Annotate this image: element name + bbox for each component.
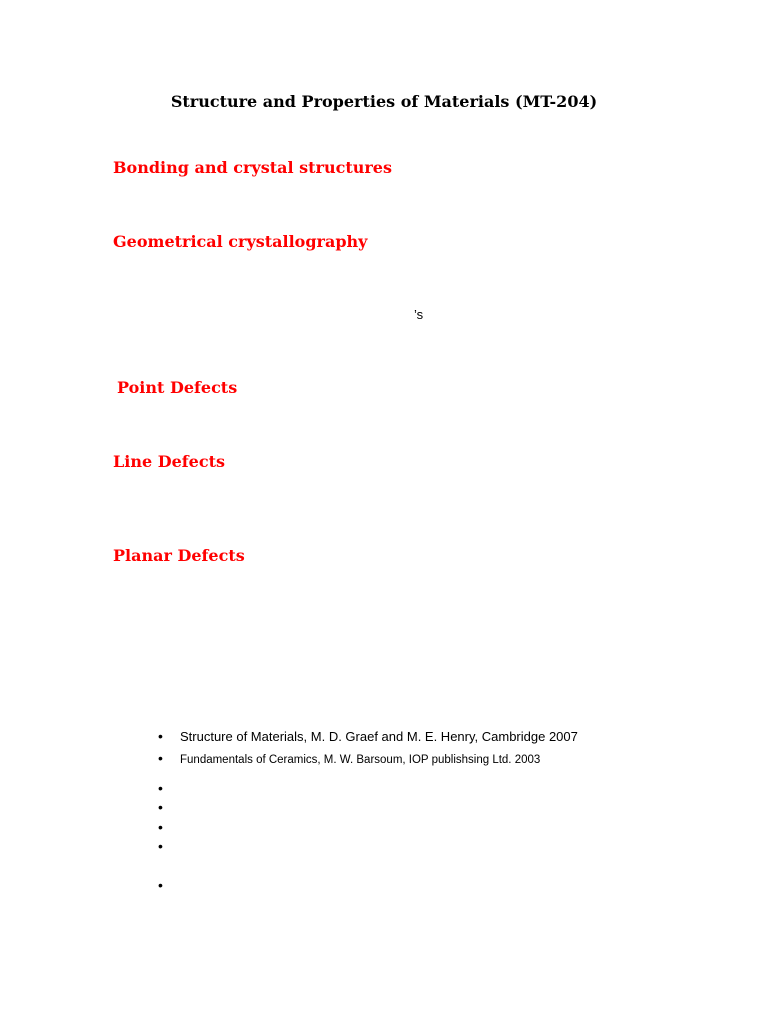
heading-bonding: Bonding and crystal structures xyxy=(113,158,392,177)
bullet-icon: • xyxy=(158,750,163,766)
bullet-icon: • xyxy=(158,728,163,744)
reference-text: Structure of Materials, M. D. Graef and M. E. Henry, Cambridge 2007 xyxy=(180,729,578,744)
list-item xyxy=(158,838,180,856)
bullet-icon: • xyxy=(158,838,163,854)
list-item xyxy=(158,728,578,746)
list-item xyxy=(158,799,180,817)
list-item xyxy=(158,750,540,768)
list-item xyxy=(158,819,180,837)
list-item xyxy=(158,877,180,895)
bullet-icon: • xyxy=(158,780,163,796)
bullet-icon: • xyxy=(158,819,163,835)
bullet-icon: • xyxy=(158,877,163,893)
list-item xyxy=(158,780,180,798)
stray-text-fragment: ’s xyxy=(414,307,424,322)
heading-geometrical-crystallography: Geometrical crystallography xyxy=(113,232,368,251)
heading-line-defects: Line Defects xyxy=(113,452,225,471)
heading-planar-defects: Planar Defects xyxy=(113,546,245,565)
heading-point-defects: Point Defects xyxy=(117,378,238,397)
bullet-icon: • xyxy=(158,799,163,815)
document-title: Structure and Properties of Materials (MT-204) xyxy=(170,92,598,111)
reference-text: Fundamentals of Ceramics, M. W. Barsoum, IOP publishsing Ltd. 2003 xyxy=(180,754,541,766)
